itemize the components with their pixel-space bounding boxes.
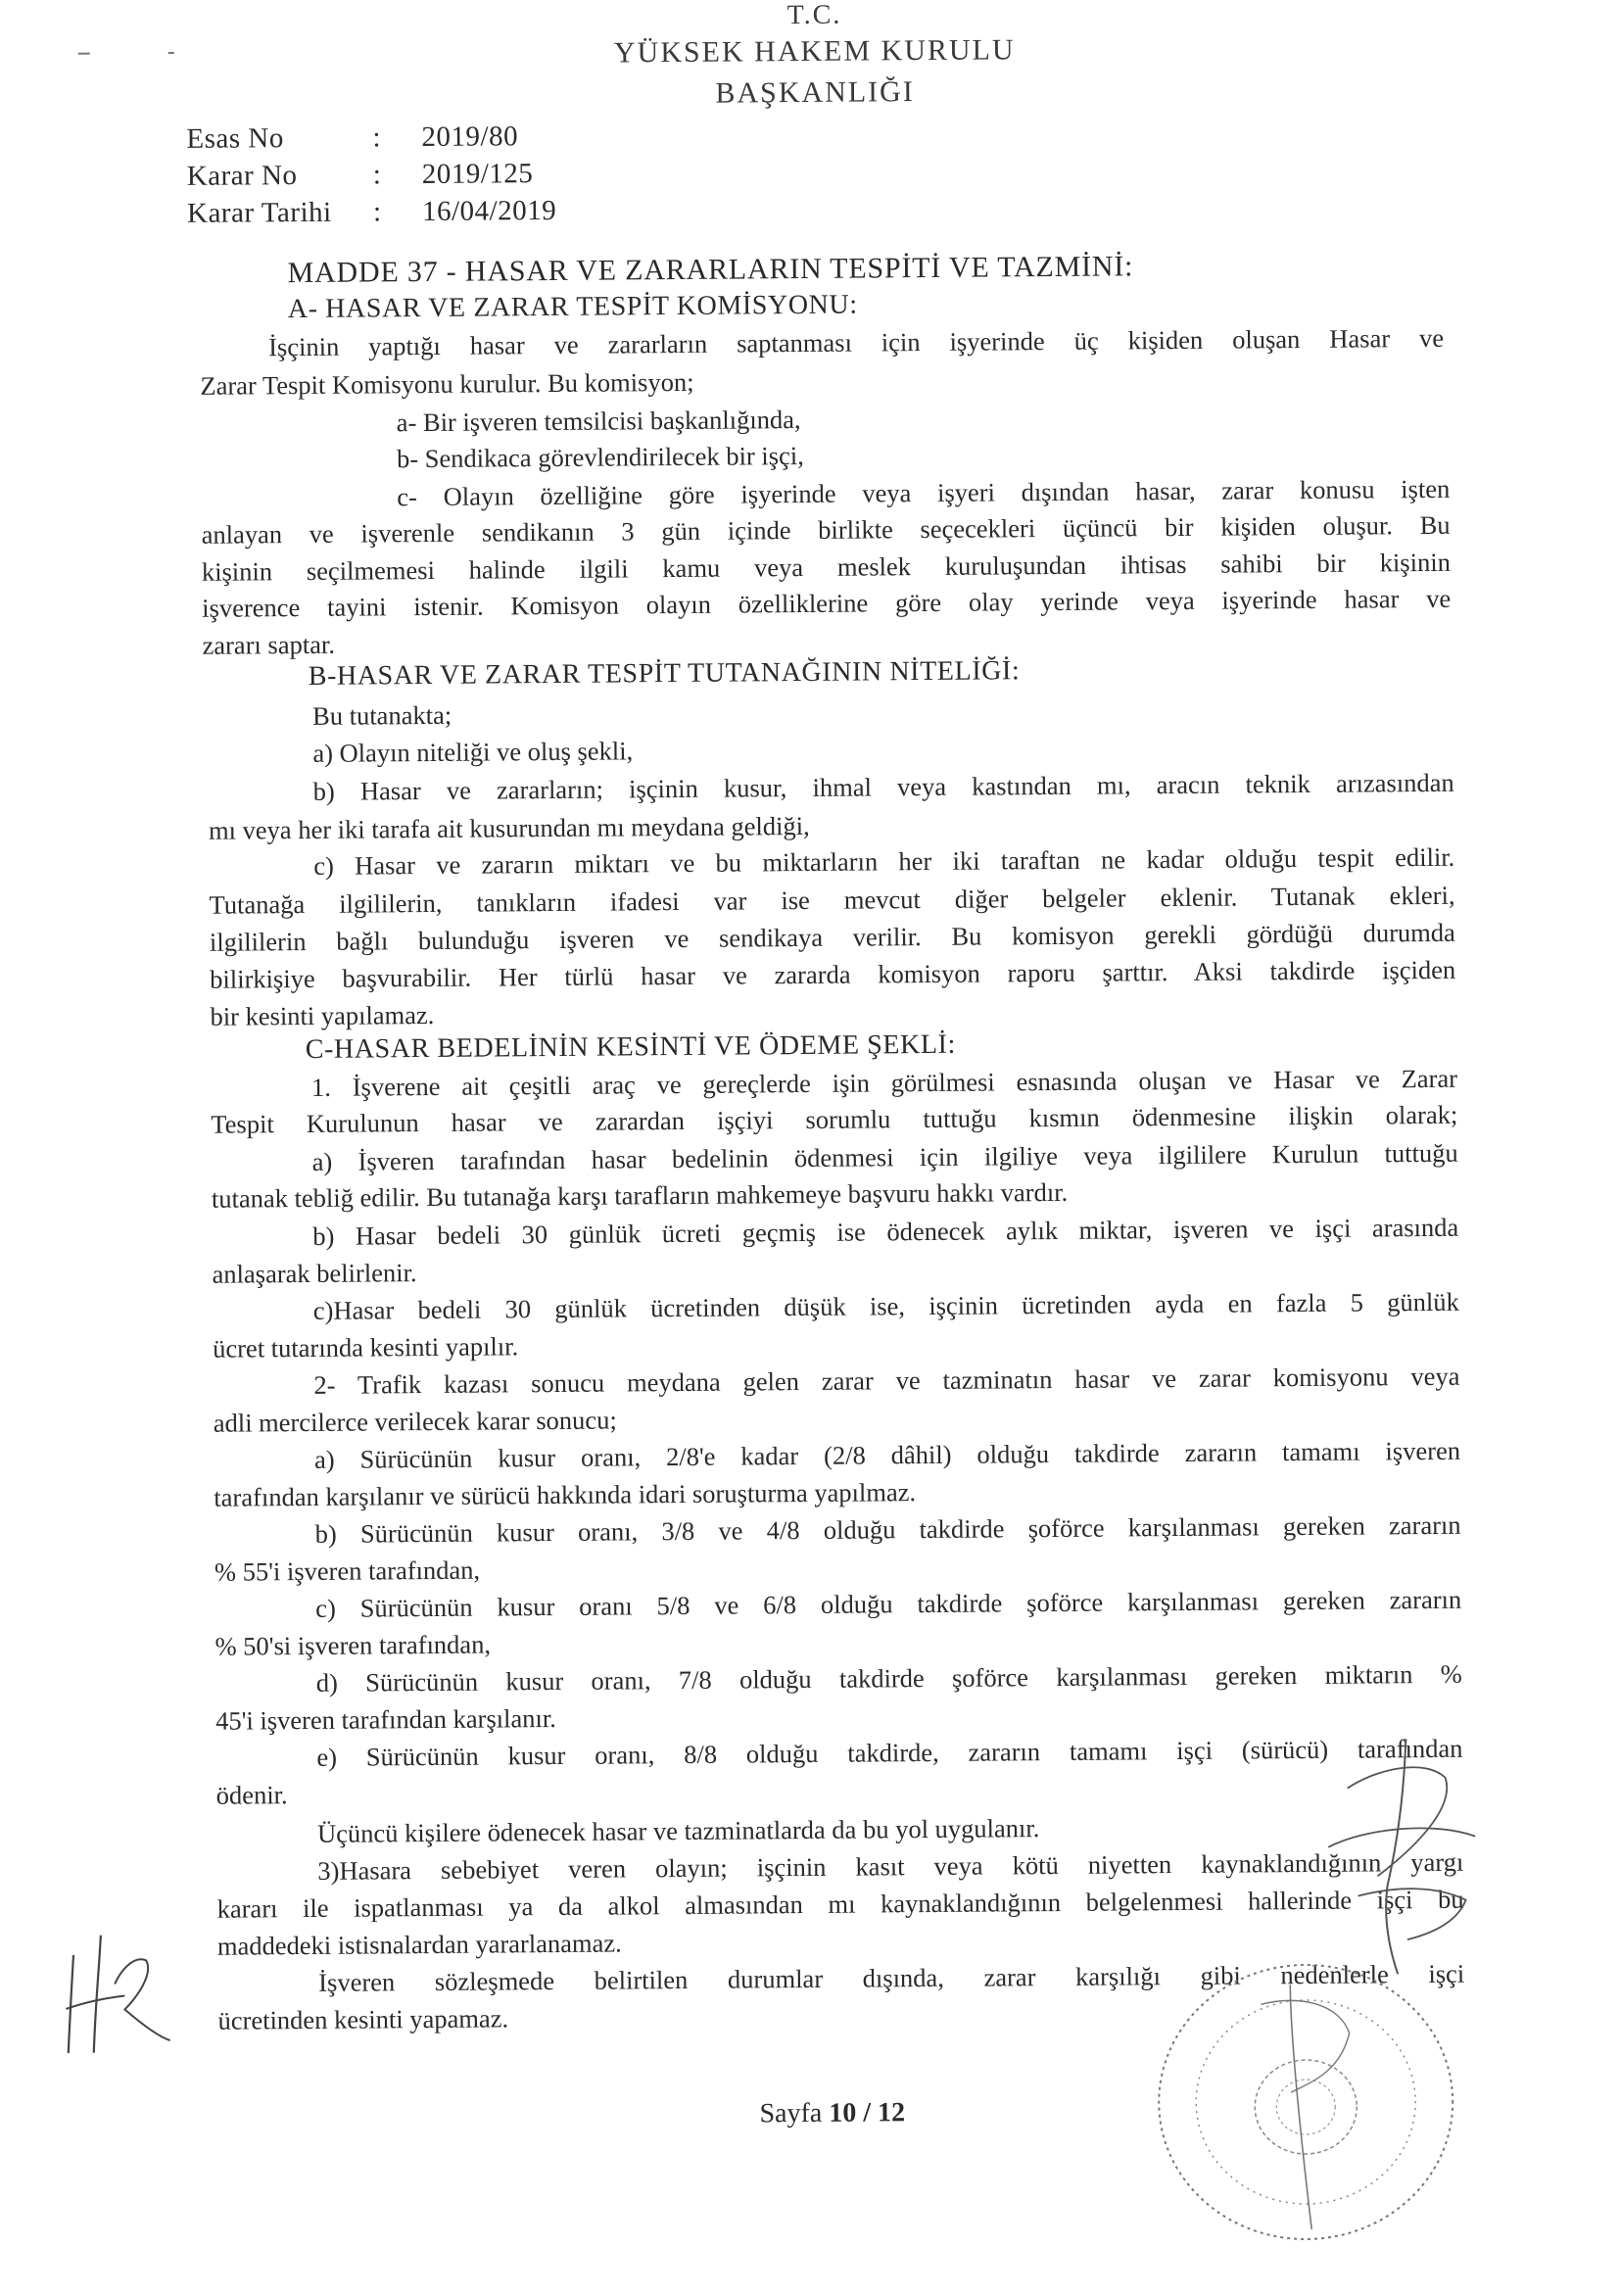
text-line: maddedeki istisnalardan yararlanamaz. [216, 1928, 622, 1961]
case-info-value: 16/04/2019 [421, 194, 557, 228]
text-line: 45'i işveren tarafından karşılanır. [215, 1703, 556, 1736]
section-heading: A- HASAR VE ZARAR TESPİT KOMİSYONU: [287, 289, 858, 325]
case-info-label: Karar No [186, 160, 298, 192]
case-info-label: Esas No [186, 122, 284, 155]
text-line: tutanak tebliğ edilir. Bu tutanağa karşı tarafların mahkemeye başvuru hakkı vardır. [211, 1176, 1069, 1214]
text-line: a- Bir işveren temsilcisi başkanlığında, [396, 404, 801, 438]
handwritten-initials [56, 1915, 174, 2063]
text-line: 3)Hasara sebebiyet veren olayın; işçinin kasıt veya kötü niyetten kaynaklandığının yargı [317, 1846, 1464, 1886]
text-line: anlayan ve işverenle sendikanın 3 gün içinde birlikte seçecekleri üçüncü bir kişiden oluşur. Bu [201, 509, 1451, 550]
text-line: 1. İşverene ait çeşitli araç ve gereçlerde işin görülmesi esnasında oluşan ve Hasar ve Zarar [310, 1063, 1458, 1102]
text-line: kişinin seçilmemesi halinde ilgili kamu veya meslek kuruluşundan ihtisas sahibi bir kişinin [201, 547, 1452, 587]
text-line: İşveren sözleşmede belirtilen durumlar dışında, zarar karşılığı gibi nedenlerle işçi [318, 1958, 1465, 1997]
text-line: % 55'i işveren tarafından, [214, 1555, 481, 1587]
text-line: d) Sürücünün kusur oranı, 7/8 olduğu takdirde şoförce karşılanması gereken miktarın % [315, 1658, 1462, 1698]
text-line: b) Hasar ve zararların; işçinin kusur, ihmal veya kastından mı, aracın teknik arızasından [312, 767, 1454, 806]
text-line: e) Sürücünün kusur oranı, 8/8 olduğu takdirde, zararın tamamı işçi (sürücü) tarafından [316, 1733, 1463, 1772]
text-line: b) Sürücünün kusur oranı, 3/8 ve 4/8 olduğu takdirde şoförce karşılanması gereken zararın [314, 1509, 1461, 1549]
text-line: a) İşveren tarafından hasar bedelinin ödenmesi için ilgiliye veya ilgililere Kurulun tuttuğu [311, 1137, 1458, 1176]
text-line: Üçüncü kişilere ödenecek hasar ve tazminatlarda da bu yol uygulanır. [316, 1813, 1040, 1848]
text-line: Bu tutanakta; [311, 699, 452, 731]
text-line: 2- Trafik kazası sonucu meydana gelen zarar ve tazminatın hasar ve zarar komisyonu veya [313, 1361, 1460, 1400]
case-info-label: Karar Tarihi [186, 196, 332, 229]
text-line: a) Sürücünün kusur oranı, 2/8'e kadar (2/8 dâhil) olduğu takdirde zararın tamamı işveren [313, 1435, 1461, 1474]
header-department: BAŞKANLIĞI [715, 75, 915, 110]
scan-mark [78, 53, 90, 55]
text-line: b) Hasar bedeli 30 günlük ücreti geçmiş ise ödenecek aylık miktar, işveren ve işçi arasında [312, 1212, 1459, 1251]
text-line: Zarar Tespit Komisyonu kurulur. Bu komisyon; [200, 366, 694, 401]
text-line: ücret tutarında kesinti yapılır. [213, 1331, 519, 1363]
text-line: anlaşarak belirlenir. [212, 1258, 417, 1289]
case-info-value: 2019/80 [421, 120, 519, 154]
case-info-row [187, 154, 618, 194]
text-line: zararı saptar. [202, 629, 336, 660]
case-info-row [187, 191, 618, 231]
text-line: tarafından karşılanır ve sürücü hakkında idari soruşturma yapılmaz. [214, 1477, 917, 1512]
article-title: MADDE 37 - HASAR VE ZARARLARIN TESPİTİ VE TAZMİNİ: [287, 250, 1134, 290]
case-info-separator: : [372, 121, 382, 154]
text-line: % 50'si işveren tarafından, [214, 1629, 492, 1661]
page-label: Sayfa [759, 2097, 830, 2129]
page-total: 12 [877, 2097, 906, 2129]
text-line: c) Hasar ve zararın miktarı ve bu miktarların her iki taraftan ne kadar olduğu tespit edilir. [313, 841, 1455, 881]
text-line: Tutanağa ilgililerin, tanıkların ifadesi var ise mevcut diğer belgeler eklenir. Tutanak ekleri, [209, 880, 1455, 920]
case-info-separator: : [372, 159, 382, 191]
page-current: 10 [829, 2097, 857, 2129]
text-line: bir kesinti yapılamaz. [210, 999, 435, 1031]
text-line: ücretinden kesinti yapamaz. [217, 2003, 509, 2035]
case-info-row [186, 117, 617, 157]
text-line: işverence tayini istenir. Komisyon olayın özelliklerine göre olay yerinde veya işyerinde hasar ve [202, 583, 1452, 623]
text-line: kararı ile ispatlanması ya da alkol almasından mı kaynaklandığının belgelenmesi hallerinde işçi bu [216, 1884, 1464, 1924]
text-line: adli mercilerce verilecek karar sonucu; [213, 1405, 617, 1438]
text-line: Tespit Kurulunun hasar ve zarardan işçiyi sorumlu tuttuğu kısmın ödenmesine ilişkin olarak; [211, 1099, 1458, 1139]
text-line: ödenir. [215, 1780, 288, 1810]
text-line: c) Sürücünün kusur oranı 5/8 ve 6/8 olduğu takdirde şoförce karşılanması gereken zararın [315, 1584, 1462, 1623]
section-heading: B-HASAR VE ZARAR TESPİT TUTANAĞININ NİTELİĞİ: [308, 655, 1021, 692]
text-line: İşçinin yaptığı hasar ve zararların saptanması için işyerinde üç kişiden oluşan Hasar ve [268, 322, 1445, 362]
text-line: c)Hasar bedeli 30 günlük ücretinden düşük ise, işçinin ücretinden ayda en fazla 5 günlük [312, 1286, 1459, 1325]
text-line: bilirkişiye başvurabilir. Her türlü hasar ve zararda komisyon raporu şarttır. Aksi takdirde işçiden [210, 954, 1456, 994]
text-line: b- Sendikaca görevlendirilecek bir işçi, [396, 440, 804, 474]
case-info [186, 117, 618, 231]
text-line: mı veya her iki tarafa ait kusurundan mı meydana geldiği, [208, 810, 810, 845]
text-line: c- Olayın özelliğine göre işyerinde veya işyeri dışından hasar, zarar konusu işten [397, 473, 1451, 512]
header-institution: YÜKSEK HAKEM KURULU [613, 33, 1016, 70]
case-info-value: 2019/125 [421, 158, 534, 191]
section-heading: C-HASAR BEDELİNİN KESİNTİ VE ÖDEME ŞEKLİ: [305, 1028, 957, 1065]
text-line: ilgililerin bağlı bulunduğu işveren ve sendikaya verilir. Bu komisyon gerekli gördüğü durumda [209, 917, 1455, 957]
case-info-separator: : [372, 196, 382, 228]
scan-mark [168, 52, 174, 54]
page-separator: / [856, 2097, 879, 2129]
header-tc: T.C. [786, 0, 842, 31]
text-line: a) Olayın niteliği ve oluş şekli, [312, 736, 634, 768]
